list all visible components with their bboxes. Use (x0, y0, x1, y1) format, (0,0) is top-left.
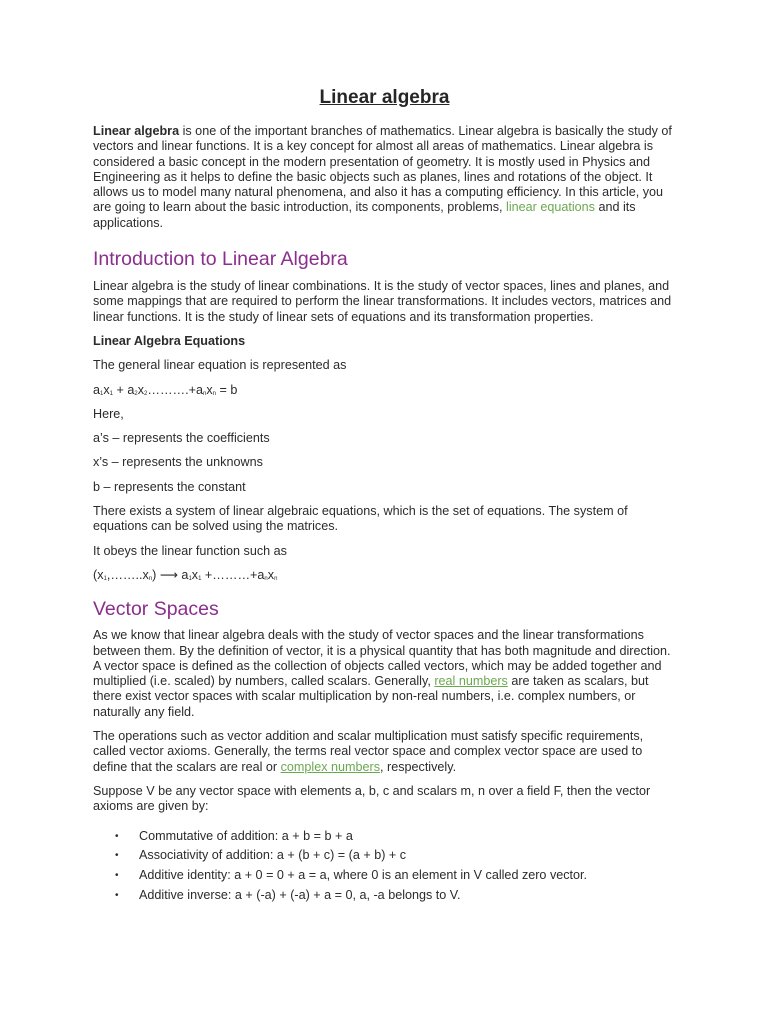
eq-coef: a (196, 382, 204, 397)
fn-sub: n (274, 575, 278, 582)
vector-paragraph-1 (93, 628, 676, 720)
fn-part: x (267, 567, 275, 582)
list-item (93, 868, 676, 883)
definition-unknowns: x’s – represents the unknowns (93, 455, 263, 470)
eq-sub: 2 (134, 390, 138, 397)
list-item (93, 888, 676, 903)
eq-sub: n (203, 390, 207, 397)
fn-part: +………+a (201, 567, 265, 582)
vector-paragraph-2 (93, 729, 676, 775)
intro-text-a: is one of the important branches of mathematics. Linear algebra is basically the study of vectors and linear functions. It is a key concept for almost all areas of mathematics. Linear algebra is considered a basic concept in the modern presentation of geometry. It is mostly used in Physics and Engineering as it helps to define the basic objects such as planes, lines and rotations of the object. It allows us to model many natural phenomena, and also it has a computing efficiency. In this article, you are going to learn about the basic introduction, its components, problems, (93, 124, 672, 215)
section-heading-introduction: Introduction to Linear Algebra (93, 248, 348, 271)
real-numbers-link[interactable]: real numbers (434, 674, 508, 689)
bullet-icon: • (115, 830, 119, 842)
eq-sub: n (212, 390, 216, 397)
intro-text-b: and its applications. (93, 200, 636, 230)
definition-constant: b – represents the constant (93, 479, 246, 494)
linear-equations-link[interactable]: linear equations (506, 200, 595, 215)
eq-coef: a (93, 382, 101, 397)
fn-sub: 1 (103, 575, 107, 582)
system-paragraph: There exists a system of linear algebraic equations, which is the set of equations. The system of equations can be solved using the matrices. (93, 504, 628, 534)
eq-var: x (103, 382, 110, 397)
obeys-text: It obeys the linear function such as (93, 543, 287, 558)
fn-part: ,……..x (106, 567, 149, 582)
fn-part: (x (93, 567, 104, 582)
vector-p1-text-a: As we know that linear algebra deals with the study of vector spaces and the linear transformations between them. By the definition of vector, it is a physical quantity that has both magnitude and direction. A vector space is defined as the collection of objects called vectors, which may be added together and multiplied (i.e. scaled) by numbers, called scalars. Generally, (93, 628, 671, 689)
page-title: Linear algebra (319, 87, 450, 108)
eq-sub: 1 (109, 390, 113, 397)
eq-rhs: = b (216, 382, 238, 397)
eq-var: x (137, 382, 145, 397)
section-heading-vector-spaces: Vector Spaces (93, 598, 219, 621)
vector-p1-text-b: are taken as scalars, but there exist vector spaces with scalar multiplication by non-real numbers, i.e. complex numbers, or naturally any field. (93, 674, 649, 719)
definition-coefficients: a’s – represents the coefficients (93, 431, 270, 446)
list-item-text: Associativity of addition: a + (b + c) = (a + b) + c (139, 848, 407, 863)
here-text: Here, (93, 406, 124, 421)
eq-op: ……….+ (147, 382, 196, 397)
list-item-text: Additive identity: a + 0 = 0 + a = a, where 0 is an element in V called zero vector. (139, 868, 588, 883)
eq-coef: a (127, 382, 135, 397)
eq-op: + (113, 382, 128, 397)
vector-paragraph-3: Suppose V be any vector space with elements a, b, c and scalars m, n over a field F, then the vector axioms are given by: (93, 783, 651, 814)
eq-var: x (206, 382, 213, 397)
list-item-text: Additive inverse: a + (-a) + (-a) + a = 0, a, -a belongs to V. (139, 888, 461, 903)
eq-sub: 2 (144, 390, 148, 397)
introduction-paragraph: Linear algebra is the study of linear combinations. It is the study of vector spaces, lines and planes, and some mappings that are required to perform the linear transformations. It includes vectors, matrices and linear functions. It is the study of linear sets of equations and its transformation properties. (93, 279, 672, 324)
fn-sub: n (264, 575, 268, 582)
list-item (93, 829, 676, 844)
vector-axioms-list (93, 829, 676, 904)
complex-numbers-link[interactable]: complex numbers (280, 759, 381, 774)
bullet-icon: • (115, 850, 119, 862)
fn-sub: n (148, 575, 153, 582)
eq-sub: 1 (100, 390, 104, 397)
vector-p2-text-b: , respectively. (380, 759, 457, 774)
intro-paragraph (93, 124, 676, 231)
fn-part: x (191, 567, 199, 582)
intro-term: Linear algebra (93, 124, 180, 138)
list-item (93, 848, 676, 863)
vector-p2-text-a: The operations such as vector addition and scalar multiplication must satisfy specific requirements, called vector axioms. Generally, the terms real vector space and complex vector space are used to define that the scalars are real or (93, 729, 644, 774)
fn-sub: 1 (198, 575, 202, 582)
fn-part: ) ⟶ a (152, 567, 189, 582)
bullet-icon: • (115, 890, 119, 902)
equations-subheading: Linear Algebra Equations (93, 333, 246, 348)
list-item-text: Commutative of addition: a + b = b + a (139, 828, 353, 843)
linear-function-expression (93, 568, 676, 583)
general-equation-text: The general linear equation is represented as (93, 358, 347, 373)
general-linear-equation (93, 383, 676, 398)
fn-sub: 1 (188, 575, 192, 582)
bullet-icon: • (115, 870, 119, 882)
